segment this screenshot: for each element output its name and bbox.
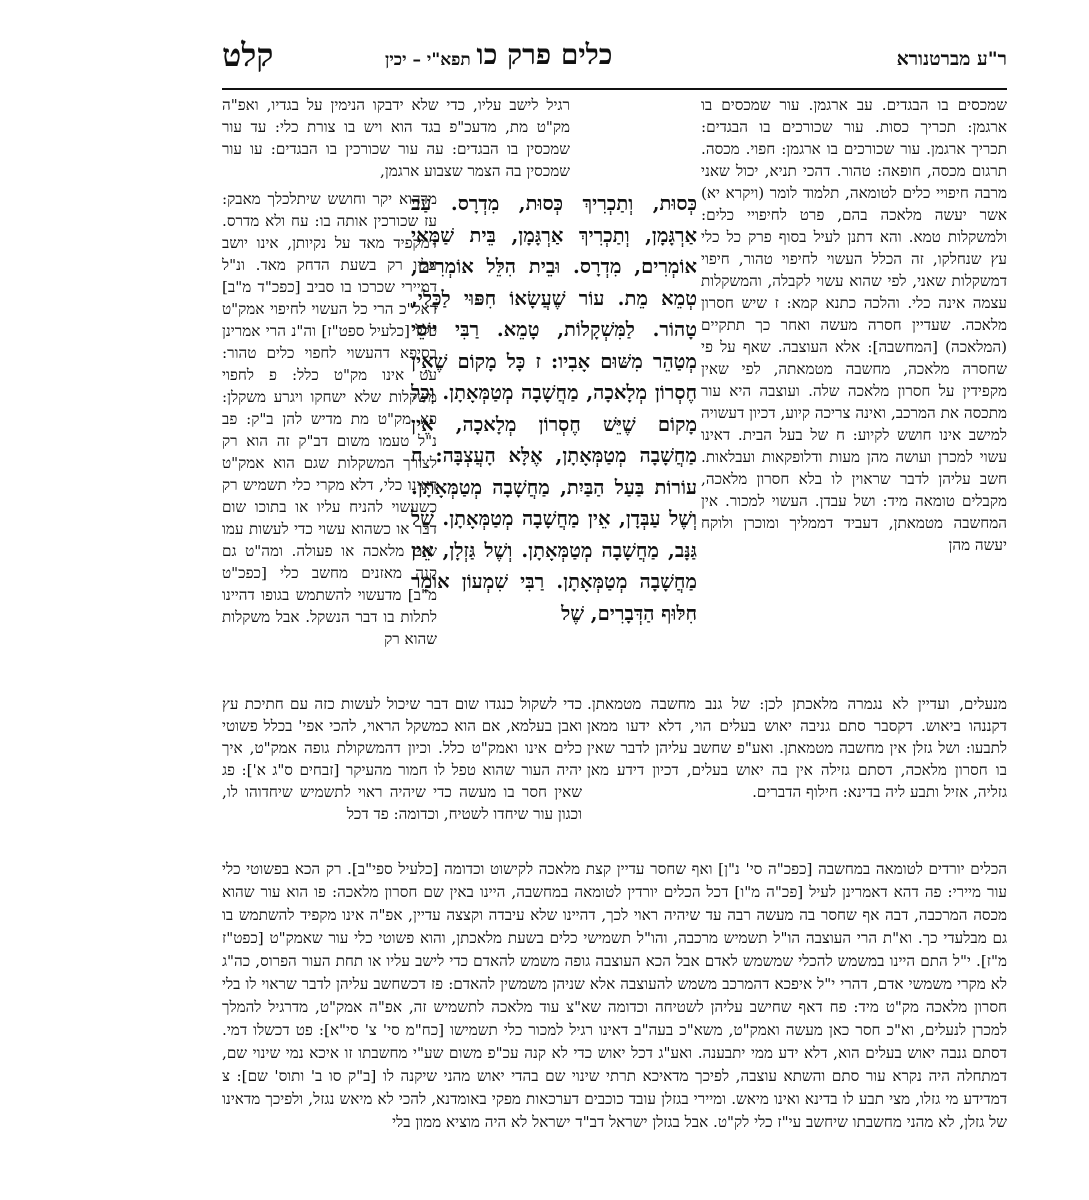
tosafot-bottom-left-block [222,693,582,853]
commentary-title: ר"ע מברטנורא [896,48,1007,70]
tosafot-top-block [222,94,570,186]
bartenura-text: שמכסים בו הבגדים. עב ארגמן. עור שמכסים בו ארגמן: תכריך כסות. עור שכורכים בו הבגדים: תכריך ארגמן. עור שכורכים בו ארגמן: חפוי. מכסה. תרגום מכסה, חופאה: טהור. דהכי תניא, יכול שאני מרבה חיפויי כלים לטומאה, תלמוד לומר (ויקרא יא) אשר יעשה מלאכה בהם, פרט לחיפויי כלים: ולמשקלות טמא. והא דתנן לעיל בסוף פרק כל כלי עץ שנחלקו, זה הכלל העשוי לחיפוי טהור, חיפוי דמשקלות שאני, לפי שהוא עשוי לקבלה, והמשקלות עצמה אינה כלי. והלכה כתנא קמא: ז שיש חסרון מלאכה. שעדיין חסרה מעשה ואחר כך תתקיים (המלאכה) [המחשבה]: אלא העוצבה. שאף על פי שחסרה מלאכה, מחשבה מטמאתה, לפי שאין מקפידין על חסרון מלאכה שלה. ועוצבה היא עור מתכסה את המרכב, ואינה צריכה קיוע, דכיון דעשויה למישב אינו חושש לקיוע: ח של בעל הבית. דאינו עשוי למכרן ועושה מהן מעות ודלופקאות ועבלאות. חשב עליהן לדבר שראוין לו בלא חסרון מלאכה, מקבלים טומאה מיד: ושל עבדן. העשוי למכור. אין המחשבה מטמאתן, דעביד דממליך ומוכרן ולוקח יעשה מהן [701,96,1007,554]
bartenura-bottom-text: מנעלים, ועדיין לא נגמרה מלאכתן לכן: של גנב מחשבה מטמאתן. דקננהו ביאוש. דקסבר סתם גניבה יאוש בעלים הוי, דלא ידעו ממאן לתבעו: ושל גזלן אין מחשבה מטמאתן. ואע"פ שחשב עליהן לדבר שאין בו חסרון מלאכה, דסתם גזילה אין בה יאוש בעלים, דכיון דידע מאן גזליה, אזיל ותבע ליה בדינא: חילוף הדברים. [587,695,1007,801]
mishnah-text: כְּסוּת, וְתַכְרִיךְ כְּסוּת, מִדְרָס. עַב אַרְגָּמָן, וְתַכְרִיךְ אַרְגָּמָן, בֵּית שַׁמַּאי אוֹמְרִים, מִדְרָס. וּבֵית הִלֵּל אוֹמְרִים, טְמֵא מֵת. עוֹר שֶׁעֲשָׂאוֹ חִפּוּי לַכֶּלִי, טָהוֹר. לַמִּשְׁקָלוֹת, טָמֵא. רַבִּי יוֹסֵי מְטַהֵר מִשּׁוּם אָבִיו: ז כָּל מָקוֹם שֶׁאֵין חֶסְרוֹן מְלָאכָה, מַחֲשָׁבָה מְטַמְּאָתָן. וְכָל מָקוֹם שֶׁיֵּשׁ חֶסְרוֹן מְלָאכָה, אֵין מַחֲשָׁבָה מְטַמְּאָתָן, אֶלָּא הָעֲצְבָּה: ח עוֹרוֹת בַּעַל הַבַּיִת, מַחֲשָׁבָה מְטַמְּאָתָן. וְשֶׁל עַבְּדָן, אֵין מַחֲשָׁבָה מְטַמְּאָתָן. שֶׁל גַּנָּב, מַחֲשָׁבָה מְטַמְּאָתָן. וְשֶׁל גַּזְלָן, אֵין מַחֲשָׁבָה מְטַמְּאָתָן. רַבִּי שִׁמְעוֹן אוֹמֵר חִלּוּף הַדְּבָרִים, שֶׁל [411,192,697,625]
tosafot-side-column [222,188,437,693]
tosafot-bottom-left-text: כדי לשקול כנגדו שום דבר שיכול לעשות כזה עם חתיכת עץ ואבן בעלמא, אם הוא כמשקל הראוי, להכי אפי' בכלל פשוטי כלים אינו ואמק"ט כלל. וכיון דהמשקולת גופה אמק"ט, איך יהיה העור שהוא טפל לו חמור מהעיקר [זבחים ס"ג א']: פג שאין חסר בו מעשה כדי שיהיה ראוי לתשמיש שיחדוהו לו, וכגון עור שיחדו לשטיח, וכדומה: פד דכל [222,695,582,823]
bottom-commentary [222,858,1007,1180]
tractate-chapter-title: כלים פרק כו [476,38,613,71]
bartenura-bottom-block [587,693,1007,853]
tosafot-top-text: רגיל לישב עליו, כדי שלא ידבקו הנימין על בגדיו, ואפ"ה מק"ט מת, מדעכ"פ בגד הוא ויש בו צורת כלי: עד עור שמכסין בו הבגדים: עה עור שכורכין בו הבגדים: עו עור שמכסין בה הצמר שצבוע ארגמן, [222,96,570,180]
bottom-commentary-text: הכלים יורדים לטומאה במחשבה [כפכ"ה סי' נ"ן] ואף שחסר עדיין קצת מלאכה לקישוט וכדומה [כלעיל ספי"ב]. רק הכא בפשוטי כלי עור מיירי: פה דהא דאמרינן לעיל [פכ"ה מ"ו] דכל הכלים יורדין לטומאה במחשבה, היינו באין שם חסרון מלאכה: פו הוא עור שהוא מכסה המרכבה, דבה אף שחסר בה מעשה רבה עד שיהיה ראוי לכך, דהיינו שלא עיבדה וקצצה עדיין, אפ"ה אינו מקפיד להשתמש בו גם מבלעדי כך. וא"ת הרי העוצבה הו"ל תשמיש מרכבה, והו"ל תשמישי כלים בשעת מלאכתן, והוא פשוטי כלי עור שאמק"ט [כפט"ז מ"ז]. י"ל התם היינו במשמש להכלי שמשמש לאדם אבל הכא העוצבה גופה משמש להאדם כדי לישב עליו או תחת העור הפרוס, כה"ג לא מקרי משמשי אדם, דהרי י"ל איפכא דהמרכב משמש להעוצבה אלא שניהן משמשין להאדם: פז דכשחשב עליהן לדבר שראוי לו בלי חסרון מלאכה מק"ט מיד: פח דאף שחישב עליהן לשטיחה וכדומה שא"צ עוד מלאכה לתשמיש זה, אפ"ה אמק"ט, מדרגיל להמלך למכרן לנעלים, וא"כ חסר כאן מעשה ואמק"ט, משא"כ בעה"ב דאינו רגיל למכור כלי תשמישו [כח"מ סי' צ' סי"א]: פט דכשלו דמי. דסתם גנבה יאוש בעלים הוא, דלא ידע ממי יתבענה. ואע"ג דכל יאוש כדי לא קנה עכ"פ משום שע"י מחשבתו זו איכא נמי שינוי שם, דמתחלה היה נקרא עור סתם והשתא עוצבה, לפיכך מדאיכא תרתי שינוי שם בהדי יאוש מהני שיקנה לו [ב"ק סו ב' ותוס' שם]: צ דמדידע מי גזלו, מצי תבע לו בדינא ואינו מיאש. ומיירי בגזלן עובד כוכבים דערכאות מפקי באומדנא, להכי לא מיאש נגזל, ולפיכך מדאינו של גזלן, לא מהני מחשבתו שיחשב עי"ז כלי לק"ט. אבל בגזלן ישראל דב"ד ישראל לא היה מוציא ממון בלי [222,860,1007,1131]
running-reference: תפא"י – יכין [385,50,471,70]
mishnah-text-block [411,188,697,693]
header-rule [222,88,1007,90]
tosafot-side-text: מדהוא יקר וחושש שיתלכלך מאבק: עז שכורכין אותה בו: עח ולא מדרס. דמקפיד מאד על נקיותן, אינו יושב עליו רק בשעת הדחק מאד. ונ"ל דמיירי שכרכו בו סביב [כפכ"ד מ"ב] דאל"כ הרי כל העשוי לחיפוי אמק"ט כלל [כלעיל ספט"ז] וה"נ הרי אמרינן בסיפא דהעשוי לחפוי כלים טהור: עט אינו מק"ט כלל: פ לחפוי משקלות שלא ישחקו ויגרע משקלן: פא מק"ט מת מדיש להן ב"ק: פב נ"ל טעמו משום דב"ק זה הוא רק לצורך המשקלות שגם הוא אמק"ט דאינו כלי, דלא מקרי כלי תשמיש רק כשעשוי להניח עליו או בתוכו שום דבר או כשהוא עשוי כדי לעשות עמו שום מלאכה או פעולה. ומה"ט גם קנה מאזנים מחשב כלי [כפכ"ט מ"ב] מדעשוי להשתמש בגופו דהיינו לתלות בו דבר הנשקל. אבל משקלות שהוא רק [222,190,437,648]
page-number: קלט [222,36,274,74]
